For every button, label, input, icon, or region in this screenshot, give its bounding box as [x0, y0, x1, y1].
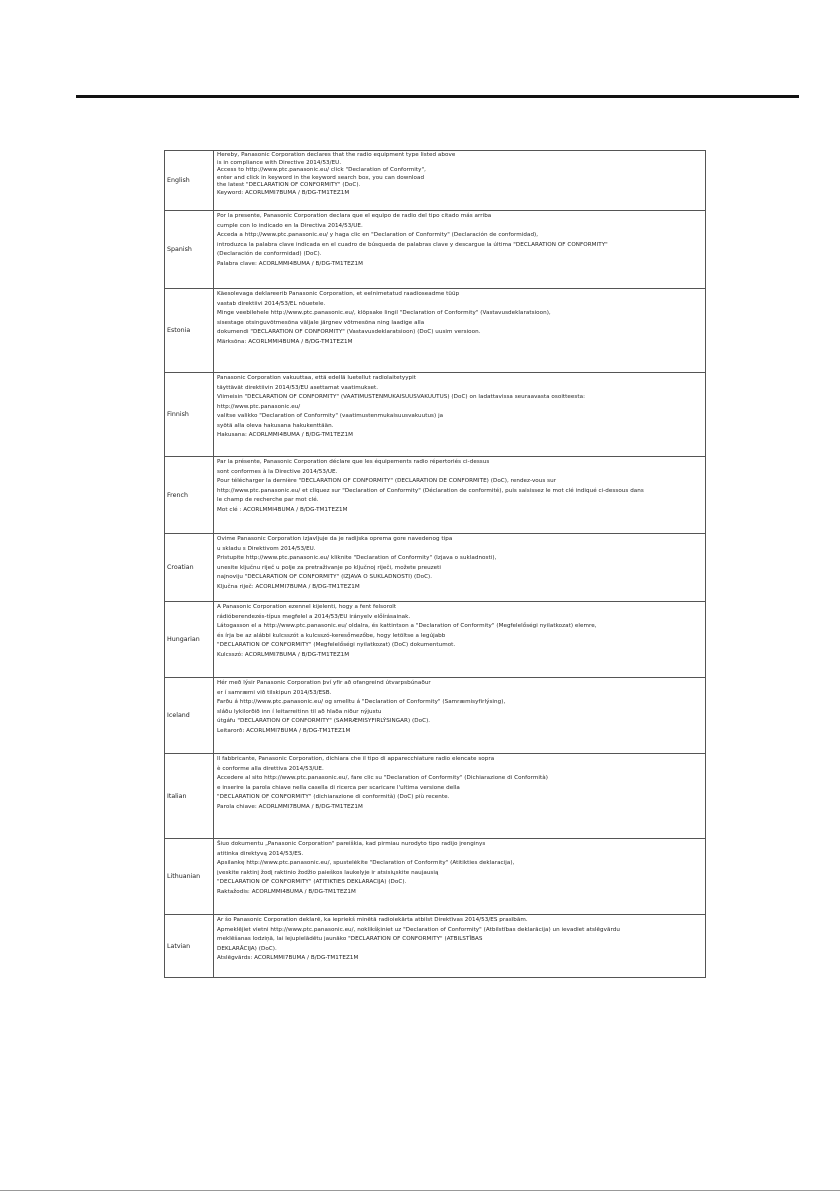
declaration-text — [214, 151, 706, 211]
language-cell: Latvian — [165, 915, 214, 978]
table-row — [165, 289, 706, 373]
table-row — [165, 534, 706, 602]
language-cell: Lithuanian — [165, 839, 214, 915]
language-cell: Estonia — [165, 289, 214, 373]
text-line: valitse valikko "Declaration of Conformity" (vaatimustenmukaisuusvakuutus) ja — [217, 413, 444, 419]
language-cell: Spanish — [165, 211, 214, 289]
declaration-text — [214, 289, 706, 373]
text-line: dokumendi "DECLARATION OF CONFORMITY" (Vastavusdeklaratsioon) (DoC) uusim versioon. — [217, 329, 481, 335]
text-line: Panasonic Corporation vakuuttaa, että edellä luetellut radiolaitetyypit — [217, 375, 416, 381]
text-line: Leitarorð: ACORLMMI7BUMA / B/DG-TM1TEZ1M — [217, 727, 351, 734]
text-line: (Declaración de conformidad) (DoC). — [217, 251, 322, 257]
text-line: vastab direktiivi 2014/53/EL nõuetele. — [217, 300, 326, 307]
text-line: Parola chiave: ACORLMMI7BUMA / B/DG-TM1TEZ1M — [217, 803, 363, 810]
table-row — [165, 915, 706, 978]
text-line: introduzca la palabra clave indicada en el cuadro de búsqueda de palabras clave y descargue la última "DECLARATION OF CONFORMITY" — [217, 241, 608, 248]
table-row — [165, 678, 706, 754]
text-line: Par la présente, Panasonic Corporation déclare que les équipements radio répertoriés ci-dessus — [217, 459, 490, 465]
text-line: Hereby, Panasonic Corporation declares that the radio equipment type listed above — [217, 152, 456, 158]
text-line: enter and click in keyword in the keyword search box, you can download — [217, 174, 425, 181]
text-line: http://www.ptc.panasonic.eu/ et cliquez sur "Declaration of Conformity" (Déclaration de conformité), puis saisissez le mot clé indiqué ci-dessous dans — [217, 487, 644, 494]
text-line: täyttävät direktiivin 2014/53/EU asettamat vaatimukset. — [217, 384, 379, 391]
language-cell: English — [165, 151, 214, 211]
text-line: Hér með lýsir Panasonic Corporation því yfir að ofangreind útvarpsbúnaður — [217, 680, 431, 686]
declaration-text — [214, 915, 706, 978]
table-row — [165, 373, 706, 457]
text-line: atitinka direktyvą 2014/53/ES. — [217, 850, 304, 857]
table-row — [165, 151, 706, 211]
text-line: "DECLARATION OF CONFORMITY" (ATITIKTIES DEKLARACIJA) (DoC). — [217, 879, 407, 885]
text-line: syötä alla oleva hakusana hakukenttään. — [217, 422, 334, 429]
text-line: Por la presente, Panasonic Corporation declara que el equipo de radio del tipo citado más arriba — [217, 213, 492, 219]
declaration-text — [214, 534, 706, 602]
language-cell: Iceland — [165, 678, 214, 754]
declaration-text — [214, 373, 706, 457]
text-line: Raktažodis: ACORLMMI4BUMA / B/DG-TM1TEZ1M — [217, 888, 356, 895]
language-cell: French — [165, 457, 214, 534]
text-line: és írja be az alábbi kulcsszót a kulcsszó-keresőmezőbe, hogy letöltse a legújabb — [217, 632, 446, 639]
text-line: "DECLARATION OF CONFORMITY" (Megfelelőségi nyilatkozat) (DoC) dokumentumot. — [217, 642, 456, 648]
text-line: "DECLARATION OF CONFORMITY" (dichiarazione di conformità) (DoC) più recente. — [217, 794, 450, 800]
text-line: Acceda a http://www.ptc.panasonic.eu/ y haga clic en "Declaration of Conformity" (Declaración de conformidad), — [217, 232, 539, 238]
text-line: http://www.ptc.panasonic.eu/ — [217, 403, 301, 410]
text-line: Šiuo dokumentu „Panasonic Corporation" pareiškia, kad pirmiau nurodyto tipo radijo įrenginys — [217, 841, 486, 847]
text-line: Apmeklējiet vietni http://www.ptc.panasonic.eu/, noklikšķiniet uz "Declaration of Conformity" (Atbilstības deklarācija) un ievadiet atslēgvārdu — [217, 926, 620, 933]
text-line: cumple con lo indicado en la Directiva 2014/53/UE. — [217, 222, 363, 229]
text-line: sisestage otsinguvõtmesõna väljale järgnev võtmesõna ning laadige alla — [217, 319, 425, 326]
declaration-text — [214, 457, 706, 534]
text-line: e inserire la parola chiave nella casella di ricerca per scaricare l'ultima versione della — [217, 784, 460, 791]
text-line: Märksõna: ACORLMMI4BUMA / B/DG-TM1TEZ1M — [217, 338, 353, 345]
table-row — [165, 211, 706, 289]
language-cell: Italian — [165, 754, 214, 839]
text-line: Minge veebilehele http://www.ptc.panasonic.eu/, klõpsake lingil "Declaration of Conformity" (Vastavusdeklaratsioon), — [217, 310, 551, 316]
table-row — [165, 754, 706, 839]
text-line: le champ de recherche par mot clé. — [217, 497, 319, 503]
text-line: Pristupite http://www.ptc.panasonic.eu/ kliknite "Declaration of Conformity" (Izjava o sukladnosti), — [217, 555, 497, 561]
text-line: er í samræmi við tilskipun 2014/53/ESB. — [217, 689, 332, 696]
text-line: sláðu lykilorðið inn í leitarreitinn til að hlaða niður nýjustu — [217, 708, 382, 715]
page-bottom-edge — [0, 1190, 840, 1191]
text-line: is in compliance with Directive 2014/53/EU. — [217, 159, 342, 166]
declaration-text — [214, 211, 706, 289]
text-line: Access to http://www.ptc.panasonic.eu/ click "Declaration of Conformity", — [217, 167, 426, 174]
text-line: Accedere al sito http://www.ptc.panasonic.eu/, fare clic su "Declaration of Conformity" (Dichiarazione di Conformità) — [217, 775, 548, 781]
text-line: meklēšanas lodziņā, lai lejupielādētu jaunāko "DECLARATION OF CONFORMITY" (ATBILSTĪBAS — [217, 936, 483, 942]
text-line: Hakusana: ACORLMMI4BUMA / B/DG-TM1TEZ1M — [217, 432, 353, 438]
text-line: Ar šo Panasonic Corporation deklarē, ka iepriekš minētā radioiekārta atbilst Direktīvas 2014/53/ES prasībām. — [217, 917, 528, 923]
text-line: Farðu á http://www.ptc.panasonic.eu/ og smelltu á "Declaration of Conformity" (Samræmisyfirlýsing), — [217, 699, 506, 705]
table-row — [165, 457, 706, 534]
text-line: Apsilankę http://www.ptc.panasonic.eu/, spustelėkite "Declaration of Conformity" (Atitikties deklaracija), — [217, 860, 515, 866]
text-line: unesite ključnu riječ u polje za pretraživanje po ključnoj riječi, možete preuzeti — [217, 564, 442, 571]
text-line: Viimeisin "DECLARATION OF CONFORMITY" (VAATIMUSTENMUKAISUUSVAKUUTUS) (DoC) on ladattavissa seuraavasta osoitteesta: — [217, 394, 586, 400]
text-line: Pour télécharger la dernière "DECLARATION OF CONFORMITY" (DECLARATION DE CONFORMITE) (DoC), rendez-vous sur — [217, 478, 557, 484]
text-line: Ovime Panasonic Corporation izjavljuje da je radijska oprema gore navedenog tipa — [217, 536, 453, 542]
text-line: sont conformes à la Directive 2014/53/UE. — [217, 468, 338, 475]
text-line: A Panasonic Corporation ezennel kijelenti, hogy a fent felsorolt — [217, 604, 397, 610]
text-line: Kulcsszó: ACORLMMI7BUMA / B/DG-TM1TEZ1M — [217, 651, 350, 658]
text-line: Palabra clave: ACORLMMI4BUMA / B/DG-TM1TEZ1M — [217, 260, 364, 267]
declaration-text — [214, 839, 706, 915]
text-line: rádióberendezés-típus megfelel a 2014/53/EU irányelv előírásainak. — [217, 613, 411, 620]
text-line: Keyword: ACORLMMI7BUMA / B/DG-TM1TEZ1M — [217, 189, 350, 196]
text-line: DEKLARĀCIJA) (DoC). — [217, 945, 277, 952]
declaration-text — [214, 602, 706, 678]
table-row — [165, 839, 706, 915]
language-cell: Croatian — [165, 534, 214, 602]
text-line: įveskite raktinį žodį raktinio žodžio paieškos laukelyje ir atsisiųskite naujausią — [217, 869, 439, 876]
text-line: u skladu s Direktivom 2014/53/EU. — [217, 545, 316, 552]
text-line: Ključna riječ: ACORLMMI7BUMA / B/DG-TM1TEZ1M — [217, 583, 360, 590]
text-line: Käesolevaga deklareerib Panasonic Corporation, et eelnimetatud raadioseadme tüüp — [217, 291, 460, 297]
text-line: najnoviju "DECLARATION OF CONFORMITY" (IZJAVA O SUKLADNOSTI) (DoC). — [217, 574, 433, 580]
text-line: the latest "DECLARATION OF CONFORMITY" (DoC). — [217, 182, 361, 189]
text-line: Il fabbricante, Panasonic Corporation, dichiara che il tipo di apparecchiature radio elencate sopra — [217, 756, 495, 762]
text-line: Mot clé : ACORLMMI4BUMA / B/DG-TM1TEZ1M — [217, 506, 348, 513]
text-line: útgáfu "DECLARATION OF CONFORMITY" (SAMRÆMISYFIRLÝSINGAR) (DoC). — [217, 718, 431, 724]
declaration-table — [164, 150, 706, 978]
text-line: è conforme alla direttiva 2014/53/UE. — [217, 765, 324, 772]
text-line: Atslēgvārds: ACORLMMI7BUMA / B/DG-TM1TEZ1M — [217, 955, 359, 961]
header-rule — [76, 95, 799, 98]
language-cell: Finnish — [165, 373, 214, 457]
declaration-text — [214, 754, 706, 839]
text-line: Látogasson el a http://www.ptc.panasonic.eu/ oldalra, és kattintson a "Declaration of Conformity" (Megfelelőségi nyilatkozat) elemre, — [217, 623, 597, 629]
table-row — [165, 602, 706, 678]
language-cell: Hungarian — [165, 602, 214, 678]
declaration-text — [214, 678, 706, 754]
